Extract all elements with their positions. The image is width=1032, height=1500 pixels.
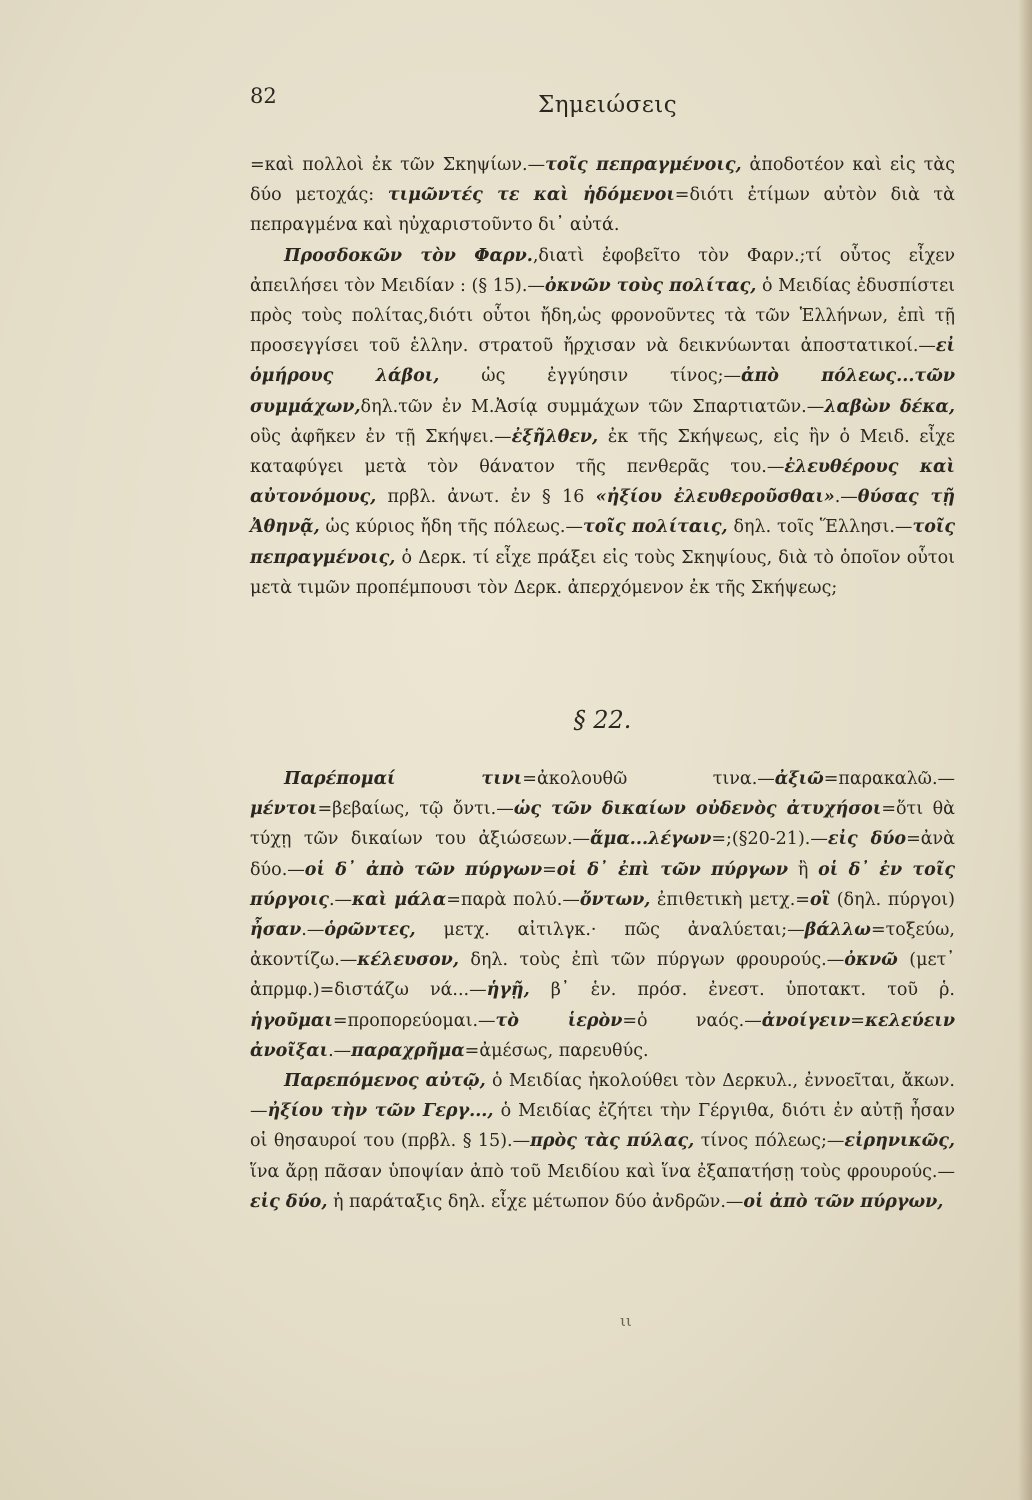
lemma: λαβὼν δέκα, [824,396,955,417]
note-text: τίνος πόλεως;— [694,1131,845,1152]
lemma: οἳ [809,889,831,910]
note-text: =διότι ἐτίμων αὐτὸν διὰ τὰ πεπραγμένα καὶ ηὐχαριστοῦντο δι᾿ αὐτά. [250,185,955,236]
lemma: Προσδοκῶν τὸν Φαρν. [284,245,533,266]
note-text: (δηλ. πύργοι) [830,889,955,910]
lemma: ὁρῶντες, [324,920,416,941]
lemma: ὄντων, [579,889,651,910]
lemma: καὶ μάλα [352,889,447,910]
note-text: ὡς κύριος ἤδη τῆς πόλεως.— [319,517,583,538]
lemma: βάλλω [804,920,871,941]
note-text: (μετ᾿ ἀπρμφ.)=διστάζω νά...— [250,950,956,1001]
note-text: =ὁ ναός.— [622,1010,762,1031]
lemma: ὀκνῶ [844,950,898,971]
note-text: = [850,1010,865,1031]
lemma: μέντοι [250,799,318,820]
lemma: οἱ ἀπὸ τῶν πύργων, [743,1191,944,1212]
note-text: =ἀκολουθῶ τινα.— [522,769,775,789]
paragraph [250,1066,955,1217]
note-text: = [542,859,557,880]
section-heading: § 22. [573,706,632,734]
lemma: εἰρηνικῶς, [844,1131,955,1152]
lemma: πρὸς τὰς πύλας, [530,1131,695,1152]
lemma: κέλευσον, [357,950,459,971]
lemma: τοῖς πεπραγμένοις, [545,155,742,175]
note-text: ὁ Μειδίας ἠκολούθει τὸν Δερκυλ., ἐννοεῖται, ἄκων.— [250,1071,955,1122]
note-text: .— [301,920,325,941]
lemma: ἐλευθέρους καὶ αὐτονόμους, [250,457,955,508]
note-text: β᾿ ἑν. πρόσ. ἐνεστ. ὑποτακτ. τοῦ ῥ. [529,980,955,1001]
note-text: .— [834,487,858,508]
note-text: ἡ παράταξις δηλ. εἶχε μέτωπον δύο ἀνδρῶν.— [327,1191,744,1212]
note-text: =τοξεύω, ἀκοντίζω.— [250,920,955,971]
note-text: δηλ. τοὺς ἐπὶ τῶν πύργων φρουρούς.— [458,950,845,971]
note-text: =ἀμέσως, παρευθύς. [464,1040,649,1061]
lemma: παραχρῆμα [351,1040,465,1061]
note-text: ὁ Δερκ. τί εἶχε πράξει εἰς τοὺς Σκηψίους, διὰ τὸ ὁποῖον οὗτοι μετὰ τιμῶν προπέμπουσι τὸν Δερκ. ἀπερχόμενον ἐκ τῆς Σκήψεως; [250,547,955,598]
note-text: ὡς ἐγγύησιν τίνος;— [439,366,742,387]
lemma: ὀκνῶν τοὺς πολίτας, [544,275,757,296]
note-text: ,διατὶ ἐφοβεῖτο τὸν Φαρν.;τί οὗτος εἶχεν ἀπειλήσει τὸν Μειδίαν : (§ 15).— [250,245,955,296]
lemma: τὸ ἱερὸν [495,1010,623,1031]
lemma: ἦσαν [250,920,302,941]
note-text: πρβλ. ἀνωτ. ἐν § 16 [376,487,596,508]
paragraph [250,241,955,603]
page-number: 82 [250,84,277,108]
lemma: κελεύειν ἀνοῖξαι [250,1010,955,1061]
page-edge-shadow [1018,0,1032,1500]
lemma: ἠξίου τὴν τῶν Γεργ..., [267,1101,494,1122]
lemma: ἡγοῦμαι [250,1010,333,1031]
note-text: =;(§20-21).— [711,829,828,850]
note-text: =ὅτι θὰ τύχῃ τῶν δικαίων του ἀξιώσεων.— [250,799,955,850]
stray-mark: ιι [620,1312,632,1330]
note-text: .— [328,889,353,910]
note-text: ἐπιθετικὴ μετχ.= [650,889,810,910]
lemma: ἡγῇ, [486,980,530,1001]
lemma: ἀξιῶ [774,769,824,789]
note-text: ἢ [788,859,819,880]
note-text: ἵνα ἄρῃ πᾶσαν ὑποψίαν ἀπὸ τοῦ Μειδίου καὶ ἵνα ἐξαπατήσῃ τοὺς φρουρούς.— [250,1161,955,1182]
lemma: ἀνοίγειν [761,1010,851,1031]
lemma: ὡς τῶν δικαίων οὐδενὸς ἀτυχήσοι [513,799,882,820]
note-text: ἀποδοτέον καὶ εἰς τὰς δύο μετοχάς: [250,155,955,206]
lemma: οἱ δ᾿ ἀπὸ τῶν πύργων [304,859,543,880]
lemma: εἰς δύο, [250,1191,328,1212]
lemma: τοῖς πεπραγμένοις, [250,517,956,568]
note-text: =καὶ πολλοὶ ἐκ τῶν Σκηψίων.— [250,155,546,175]
lemma: θύσας τῇ Ἀθηνᾷ, [250,487,955,538]
lemma: Παρεπόμενος αὐτῷ, [284,1071,486,1092]
lemma: εἰς δύο [827,829,907,850]
note-text: δηλ.τῶν ἐν Μ.Ἀσίᾳ συμμάχων τῶν Σπαρτιατῶν.— [360,396,825,417]
paragraph [250,764,955,1066]
lemma: ἀπὸ πόλεως...τῶν συμμάχων, [250,366,956,417]
lemma: τοῖς πολίταις, [582,517,728,538]
lemma: Παρέπομαί τινι [284,769,523,789]
note-text: μετχ. αἰτιλγκ.· πῶς ἀναλύεται;— [415,920,805,941]
note-text: ἐκ τῆς Σκήψεως, εἰς ἣν ὁ Μειδ. εἶχε καταφύγει μετὰ τὸν θάνατον τῆς πενθερᾶς του.— [250,426,955,478]
note-text: ὁ Μειδίας ἐδυσπίστει πρὸς τοὺς πολίτας,διότι οὗτοι ἤδη,ὡς φρονοῦντες τὰ τῶν Ἑλλήνων, ἐπὶ τῇ προσεγγίσει τοῦ ἑλλην. στρατοῦ ἤρχισαν νὰ δεικνύωνται ἀποστατικοί.— [250,275,956,357]
notes-block-section-22 [250,764,955,1217]
note-text: =βεβαίως, τῷ ὄντι.— [317,799,514,820]
lemma: οἱ δ᾿ ἐπὶ τῶν πύργων [556,859,789,880]
lemma: οἱ δ᾿ ἐν τοῖς πύργοις [250,859,955,910]
note-text: ὁ Μειδίας ἐζήτει τὴν Γέργιθα, διότι ἐν αὐτῇ ἦσαν οἱ θησαυροί του (πρβλ. § 15).— [250,1101,955,1152]
lemma: εἰ ὁμήρους λάβοι, [250,336,955,387]
lemma: τιμῶντές τε καὶ ἡδόμενοι [387,185,675,206]
lemma: ἅμα...λέγων [590,829,712,850]
note-text: =προπορεύομαι.— [332,1010,496,1031]
note-text: =ἀνὰ δύο.— [250,829,955,880]
note-text: οὓς ἀφῆκεν ἐν τῇ Σκήψει.— [250,426,512,447]
paragraph [250,150,955,241]
lemma: «ἠξίου ἐλευθεροῦσθαι» [595,487,835,508]
notes-block-top [250,150,955,603]
note-text: =παρακαλῶ.— [823,769,956,789]
note-text: =παρὰ πολύ.— [446,889,580,910]
note-text: .— [328,1040,352,1061]
running-title: Σημειώσεις [538,92,678,118]
lemma: ἐξῆλθεν, [511,426,599,447]
note-text: δηλ. τοῖς Ἕλλησι.— [727,517,913,538]
